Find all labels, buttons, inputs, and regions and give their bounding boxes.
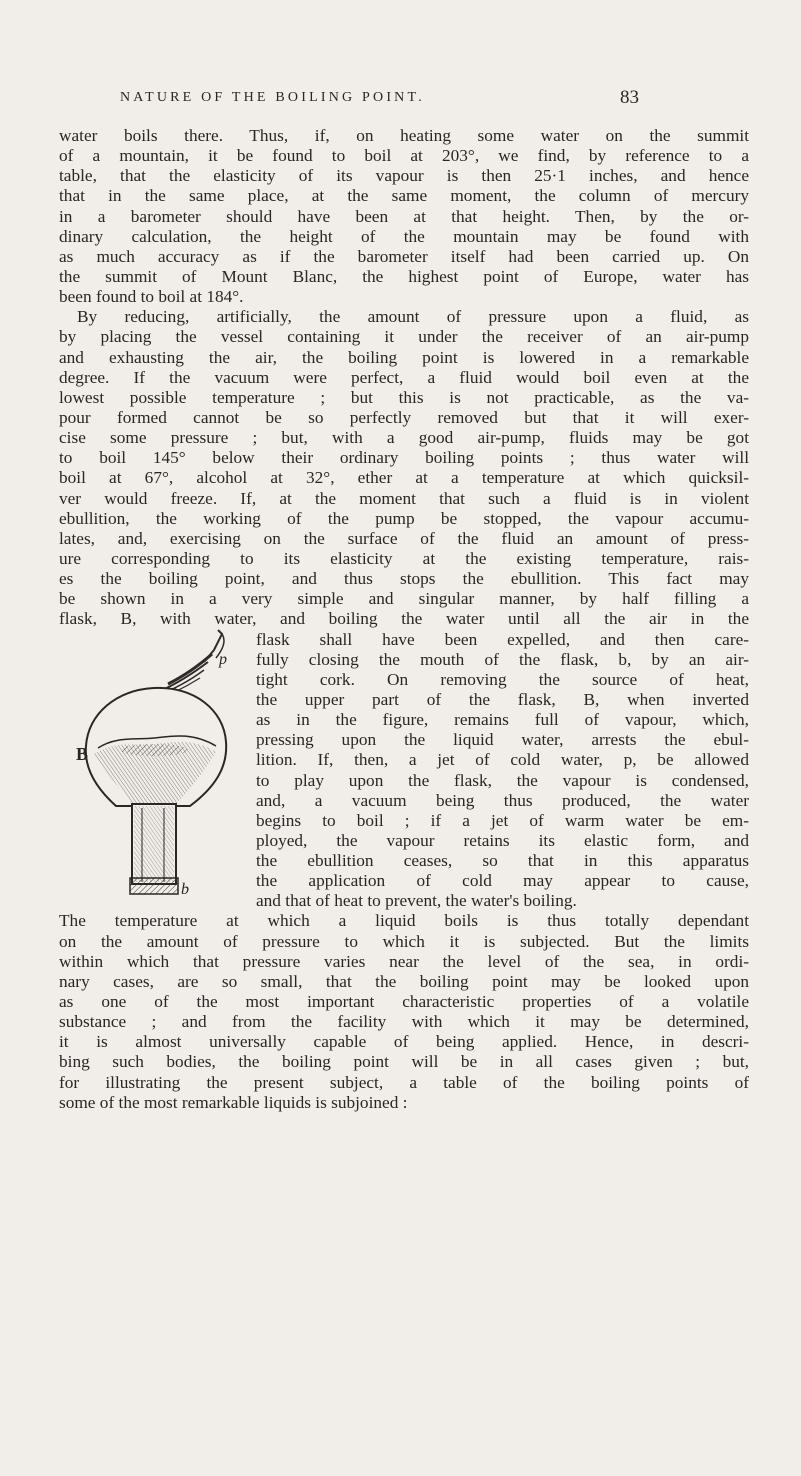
- text-line: substance ; and from the facility with which it may be determined,: [59, 1012, 749, 1032]
- text-line: lition. If, then, a jet of cold water, p, be allowed: [256, 750, 749, 770]
- flask-illustration: [76, 628, 246, 896]
- inverted-flask-figure: [76, 628, 246, 896]
- text-line: the upper part of the flask, B, when inverted: [256, 689, 749, 709]
- text-line: ver would freeze. If, at the moment that such a fluid is in violent: [59, 488, 749, 508]
- text-line: pour formed cannot be so perfectly removed but that it will exer-: [59, 407, 749, 427]
- text-line: of a mountain, it be found to boil at 203°, we find, by reference to a: [59, 146, 749, 166]
- flask-label-b-upper: B: [76, 744, 89, 764]
- text-line: that in the same place, at the same moment, the column of mercury: [59, 186, 749, 206]
- text-line: lates, and, exercising on the surface of the fluid an amount of press-: [59, 528, 749, 548]
- text-line: by placing the vessel containing it under the receiver of an air-pump: [59, 327, 749, 347]
- paragraph-3: [59, 911, 749, 1112]
- text-line: dinary calculation, the height of the mountain may be found with: [59, 226, 749, 246]
- text-line: By reducing, artificially, the amount of pressure upon a fluid, as: [77, 307, 749, 327]
- text-line: as in the figure, remains full of vapour, which,: [256, 710, 749, 730]
- running-title: NATURE OF THE BOILING POINT.: [120, 90, 425, 105]
- text-line: for illustrating the present subject, a table of the boiling points of: [59, 1072, 749, 1092]
- text-line: as one of the most important characteristic properties of a volatile: [59, 992, 749, 1012]
- text-line: The temperature at which a liquid boils is thus totally dependant: [59, 911, 749, 931]
- text-line: it is almost universally capable of being applied. Hence, in descri-: [59, 1032, 749, 1052]
- jet-label-p: p: [219, 651, 227, 668]
- text-line: cise some pressure ; but, with a good air-pump, fluids may be got: [59, 428, 749, 448]
- text-line: es the boiling point, and thus stops the ebullition. This fact may: [59, 569, 749, 589]
- text-line: and exhausting the air, the boiling point is lowered in a remarkable: [59, 347, 749, 367]
- text-line: water boils there. Thus, if, on heating some water on the summit: [59, 126, 749, 145]
- text-line: the application of cold may appear to cause,: [256, 871, 749, 891]
- flask-body: [86, 688, 226, 806]
- text-line: table, that the elasticity of its vapour is then 25·1 inches, and hence: [59, 166, 749, 186]
- neck-label-b: b: [181, 881, 189, 896]
- text-line: lowest possible temperature ; but this is not practicable, as the va-: [59, 387, 749, 407]
- text-line: the ebullition ceases, so that in this apparatus: [256, 851, 749, 871]
- text-line: flask, B, with water, and boiling the water until all the air in the: [59, 609, 749, 629]
- text-line: within which that pressure varies near the level of the sea, in ordi-: [59, 951, 749, 971]
- text-line: ebullition, the working of the pump be stopped, the vapour accumu-: [59, 508, 749, 528]
- text-line: boil at 67°, alcohol at 32°, ether at a temperature at which quicksil-: [59, 468, 749, 488]
- page-header: [0, 87, 801, 114]
- text-line: flask shall have been expelled, and then care-: [256, 629, 749, 649]
- text-line: as much accuracy as if the barometer itself had been carried up. On: [59, 246, 749, 266]
- text-line: ure corresponding to its elasticity at the existing temperature, rais-: [59, 548, 749, 568]
- text-line: to play upon the flask, the vapour is condensed,: [256, 770, 749, 790]
- text-line: the summit of Mount Blanc, the highest point of Europe, water has: [59, 266, 749, 286]
- text-line: some of the most remarkable liquids is subjoined :: [59, 1092, 408, 1112]
- text-line: degree. If the vacuum were perfect, a fluid would boil even at the: [59, 367, 749, 387]
- text-line: in a barometer should have been at that height. Then, by the or-: [59, 206, 749, 226]
- text-line: pressing upon the liquid water, arrests the ebul-: [256, 730, 749, 750]
- text-line: been found to boil at 184°.: [59, 287, 244, 307]
- body-text: [59, 126, 749, 1113]
- text-line: fully closing the mouth of the flask, b, by an air-: [256, 649, 749, 669]
- text-line: begins to boil ; if a jet of warm water be em-: [256, 810, 749, 830]
- text-line: be shown in a very simple and singular manner, by half filling a: [59, 589, 749, 609]
- text-line: tight cork. On removing the source of heat,: [256, 669, 749, 689]
- text-line: and that of heat to prevent, the water's boiling.: [256, 891, 577, 911]
- text-line: to boil 145° below their ordinary boiling points ; thus water will: [59, 448, 749, 468]
- text-line: on the amount of pressure to which it is subjected. But the limits: [59, 931, 749, 951]
- page-number: 83: [620, 87, 639, 108]
- paragraph-1: [59, 126, 749, 307]
- text-line: bing such bodies, the boiling point will be in all cases given ; but,: [59, 1052, 749, 1072]
- text-line: ployed, the vapour retains its elastic form, and: [256, 830, 749, 850]
- text-line: and, a vacuum being thus produced, the water: [256, 790, 749, 810]
- text-line: nary cases, are so small, that the boiling point may be looked upon: [59, 971, 749, 991]
- flask-neck: [130, 804, 178, 894]
